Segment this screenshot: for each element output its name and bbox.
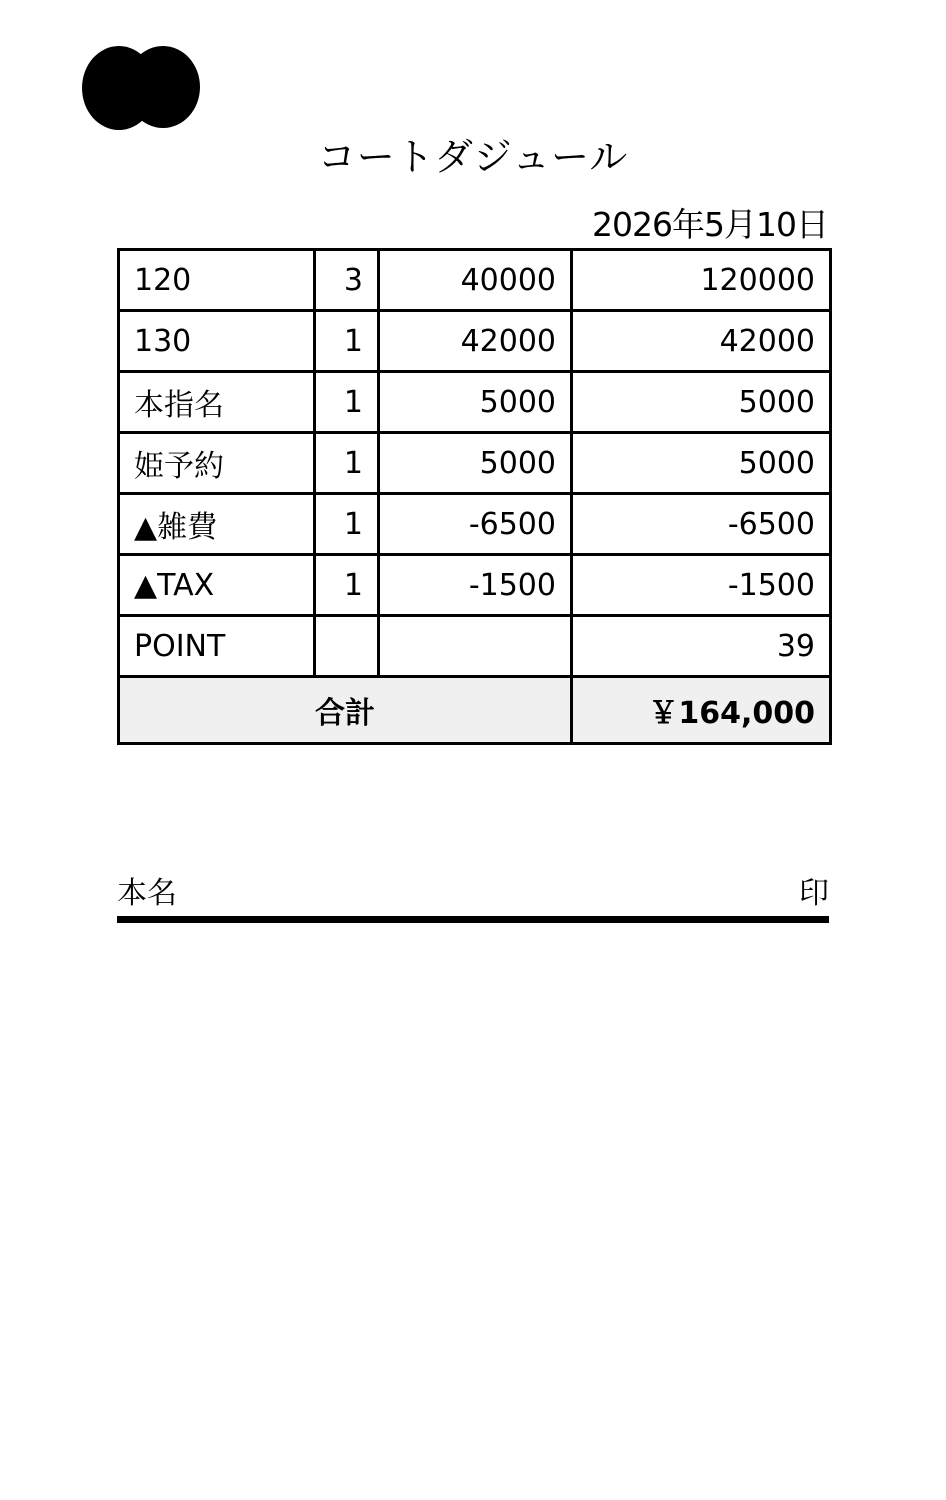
seal-label: 印 bbox=[799, 876, 829, 911]
amount-cell: 42000 bbox=[572, 311, 831, 372]
logo-blob-right bbox=[126, 46, 200, 128]
amount-cell: -1500 bbox=[572, 555, 831, 616]
total-value: ￥164,000 bbox=[572, 677, 831, 744]
table-row bbox=[119, 311, 831, 372]
amount-cell: 5000 bbox=[572, 372, 831, 433]
signature-line bbox=[117, 868, 829, 923]
unit-price-cell: 5000 bbox=[379, 433, 572, 494]
document-date: 2026年5月10日 bbox=[592, 205, 828, 244]
unit-price-cell: -6500 bbox=[379, 494, 572, 555]
qty-cell: 1 bbox=[315, 555, 379, 616]
total-row bbox=[119, 677, 831, 744]
item-cell: 本指名 bbox=[119, 372, 315, 433]
table-row bbox=[119, 494, 831, 555]
table-row bbox=[119, 555, 831, 616]
unit-price-cell bbox=[379, 616, 572, 677]
amount-cell: 120000 bbox=[572, 250, 831, 311]
unit-price-cell: 40000 bbox=[379, 250, 572, 311]
real-name-label: 本名 bbox=[117, 876, 177, 911]
logo-icon bbox=[82, 46, 202, 132]
qty-cell: 1 bbox=[315, 311, 379, 372]
invoice-table bbox=[117, 248, 832, 745]
document-title: コートダジュール bbox=[317, 135, 629, 179]
unit-price-cell: 5000 bbox=[379, 372, 572, 433]
table-row bbox=[119, 250, 831, 311]
qty-cell: 1 bbox=[315, 494, 379, 555]
amount-cell: 39 bbox=[572, 616, 831, 677]
total-label: 合計 bbox=[119, 677, 572, 744]
amount-cell: 5000 bbox=[572, 433, 831, 494]
unit-price-cell: -1500 bbox=[379, 555, 572, 616]
qty-cell: 1 bbox=[315, 433, 379, 494]
amount-cell: -6500 bbox=[572, 494, 831, 555]
item-cell: 130 bbox=[119, 311, 315, 372]
item-cell: 姫予約 bbox=[119, 433, 315, 494]
item-cell: 120 bbox=[119, 250, 315, 311]
qty-cell bbox=[315, 616, 379, 677]
qty-cell: 3 bbox=[315, 250, 379, 311]
qty-cell: 1 bbox=[315, 372, 379, 433]
table-row bbox=[119, 616, 831, 677]
item-cell: ▲雑費 bbox=[119, 494, 315, 555]
unit-price-cell: 42000 bbox=[379, 311, 572, 372]
item-cell: ▲TAX bbox=[119, 555, 315, 616]
table-row bbox=[119, 433, 831, 494]
table-row bbox=[119, 372, 831, 433]
item-cell: POINT bbox=[119, 616, 315, 677]
